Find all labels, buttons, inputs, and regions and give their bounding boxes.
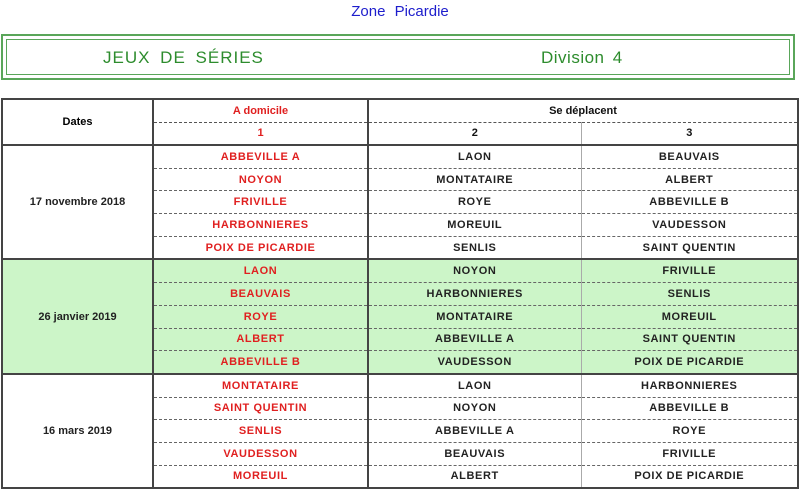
away-team-3: HARBONNIERES (581, 374, 798, 397)
table-row (2, 259, 798, 282)
header-num-1: 1 (153, 122, 368, 145)
away-team-2: ABBEVILLE A (368, 328, 581, 351)
away-team-3: POIX DE PICARDIE (581, 351, 798, 374)
home-team: NOYON (153, 168, 368, 191)
away-team-2: ABBEVILLE A (368, 420, 581, 443)
home-team: ABBEVILLE B (153, 351, 368, 374)
home-team: MONTATAIRE (153, 374, 368, 397)
away-team-2: VAUDESSON (368, 351, 581, 374)
home-team: MOREUIL (153, 465, 368, 488)
block-1 (2, 145, 798, 259)
home-team: VAUDESSON (153, 442, 368, 465)
away-team-2: HARBONNIERES (368, 283, 581, 306)
away-team-2: BEAUVAIS (368, 442, 581, 465)
home-team: SENLIS (153, 420, 368, 443)
banner-title: JEUX DE SÉRIES (103, 48, 264, 67)
home-team: ABBEVILLE A (153, 145, 368, 168)
block-2 (2, 259, 798, 373)
away-team-3: SAINT QUENTIN (581, 328, 798, 351)
header-dates: Dates (2, 99, 153, 145)
away-team-3: ALBERT (581, 168, 798, 191)
home-team: BEAUVAIS (153, 283, 368, 306)
date-cell: 17 novembre 2018 (2, 145, 153, 259)
home-team: FRIVILLE (153, 191, 368, 214)
table-header (2, 99, 798, 145)
away-team-3: SAINT QUENTIN (581, 236, 798, 259)
away-team-3: SENLIS (581, 283, 798, 306)
away-team-2: LAON (368, 145, 581, 168)
header-home: A domicile (153, 99, 368, 122)
away-team-2: MONTATAIRE (368, 168, 581, 191)
away-team-3: ABBEVILLE B (581, 191, 798, 214)
header-num-3: 3 (581, 122, 798, 145)
away-team-3: MOREUIL (581, 305, 798, 328)
away-team-2: NOYON (368, 259, 581, 282)
away-team-3: FRIVILLE (581, 442, 798, 465)
table-row (2, 374, 798, 397)
schedule-table (1, 98, 799, 489)
block-3 (2, 374, 798, 488)
away-team-2: ALBERT (368, 465, 581, 488)
away-team-2: LAON (368, 374, 581, 397)
away-team-3: ABBEVILLE B (581, 397, 798, 420)
away-team-3: POIX DE PICARDIE (581, 465, 798, 488)
away-team-3: FRIVILLE (581, 259, 798, 282)
away-team-2: MOREUIL (368, 214, 581, 237)
away-team-2: MONTATAIRE (368, 305, 581, 328)
table-row (2, 145, 798, 168)
date-cell: 16 mars 2019 (2, 374, 153, 488)
header-num-2: 2 (368, 122, 581, 145)
home-team: LAON (153, 259, 368, 282)
banner (1, 34, 795, 80)
zone-label: Zone Picardie (351, 3, 449, 20)
home-team: ALBERT (153, 328, 368, 351)
away-team-2: NOYON (368, 397, 581, 420)
home-team: SAINT QUENTIN (153, 397, 368, 420)
banner-division: Division 4 (541, 48, 623, 67)
away-team-3: VAUDESSON (581, 214, 798, 237)
away-team-2: SENLIS (368, 236, 581, 259)
away-team-2: ROYE (368, 191, 581, 214)
home-team: ROYE (153, 305, 368, 328)
away-team-3: BEAUVAIS (581, 145, 798, 168)
home-team: POIX DE PICARDIE (153, 236, 368, 259)
date-cell: 26 janvier 2019 (2, 259, 153, 373)
header-away: Se déplacent (368, 99, 798, 122)
away-team-3: ROYE (581, 420, 798, 443)
home-team: HARBONNIERES (153, 214, 368, 237)
